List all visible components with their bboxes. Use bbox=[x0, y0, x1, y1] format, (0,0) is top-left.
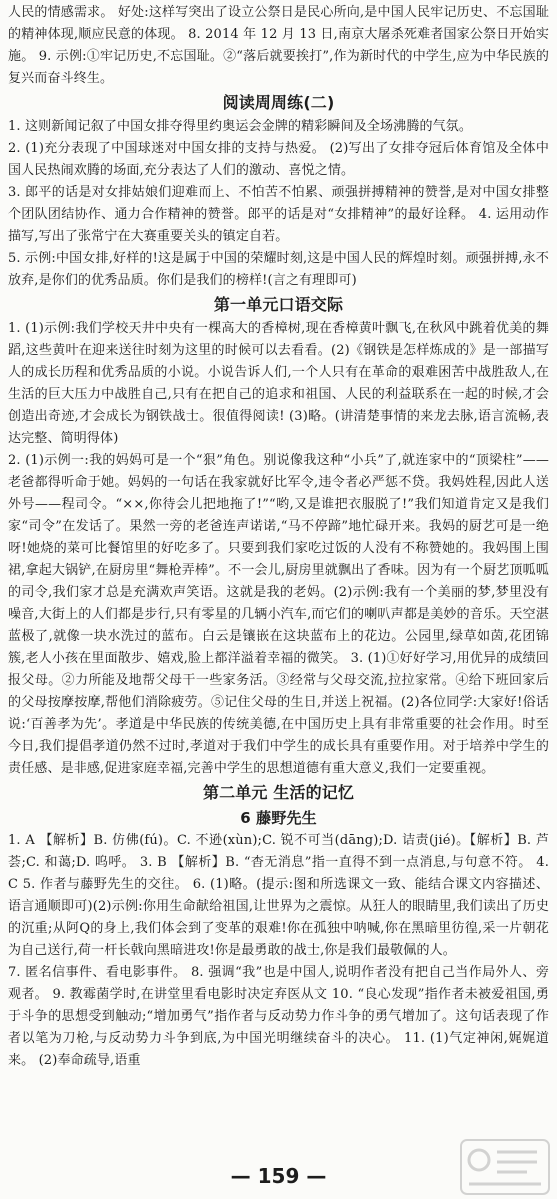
section-heading: 阅读周周练(二) bbox=[222, 93, 335, 112]
section-heading: 第二单元 生活的记忆 bbox=[202, 783, 355, 802]
answer-paragraph: 1. 这则新闻记叙了中国女排夺得里约奥运会金牌的精彩瞬间及全场沸腾的气氛。 bbox=[8, 119, 473, 134]
answer-paragraph: 3. 郎平的话是对女排姑娘们迎难而上、不怕苦不怕累、顽强拼搏精神的赞誉,是对中国女排整个团队团结协作、通力合作精神的赞誉。郎平的话是对“女排精神”的最好诠释。 4. 运用动作描写,写出了张常宁在大赛重要关头的镇定自若。 bbox=[8, 185, 549, 244]
answer-paragraph: 5. 示例:中国女排,好样的!这是属于中国的荣耀时刻,这是中国人民的辉煌时刻。顽强拼搏,永不放弃,是你们的优秀品质。你们是我们的榜样!(言之有理即可) bbox=[8, 251, 549, 288]
answer-paragraph: 人民的情感需求。 好处:这样写突出了设立公祭日是民心所向,是中国人民牢记历史、不忘国耻的精神体现,顺应民意的体现。 8. 2014 年 12 月 13 日,南京大屠杀死难者国家公祭日开始实施。 9. 示例:①牢记历史,不忘国耻。②“落后就要挨打”,作为新时代的中学生,应为中华民族的复兴而奋斗终生。 bbox=[8, 5, 549, 86]
answer-paragraph: 2. (1)充分表现了中国球迷对中国女排的支持与热爱。 (2)写出了女排夺冠后体育馆及全体中国人民热闹欢腾的场面,充分表达了人们的激动、喜悦之情。 bbox=[8, 141, 549, 178]
section-heading: 第一单元口语交际 bbox=[213, 295, 344, 314]
page-number: — 159 — bbox=[230, 1164, 327, 1188]
watermark-logo bbox=[459, 1138, 551, 1196]
answer-paragraph: 2. (1)示例一:我的妈妈可是一个“狠”角色。别说像我这种“小兵”了,就连家中的“顶梁柱”——老爸都得听命于她。妈妈的一句话在我家就好比军令,违令者必严惩不贷。我妈姓程,因此人送外号——程司令。“××,你待会儿把地拖了!”“哟,又是谁把衣服脱了!”我们知道肯定又是我们家“司令”在发话了。果然一旁的老爸连声诺诺,“马不停蹄”地忙碌开来。我妈的厨艺可是一绝呀!她烧的菜可比餐馆里的好吃多了。只要到我们家吃过饭的人没有不称赞她的。我妈围上围裙,拿起大锅铲,在厨房里“舞枪弄棒”。不一会儿,厨房里就飘出了香味。因为有一个厨艺顶呱呱的司令,我们家才总是充满欢声笑语。这就是我的老妈。(2)示例:我有一个美丽的梦,梦里没有噪音,大街上的人们都是步行,只有零星的几辆小汽车,而它们的喇叭声都是美妙的音乐。天空湛蓝极了,就像一块水洗过的蓝布。白云是镶嵌在这块蓝布上的花边。公园里,绿草如茵,花团锦簇,老人小孩在里面散步、嬉戏,脸上都洋溢着幸福的微笑。 3. (1)①好好学习,用优异的成绩回报父母。②力所能及地帮父母干一些家务活。③经常与父母交流,拉拉家常。④给下班回家后的父母按摩按摩,帮他们消除疲劳。⑤记住父母的生日,并送上祝福。(2)各位同学:大家好!俗话说:‘百善孝为先’。孝道是中华民族的传统美德,在中国历史上具有非常重要的社会作用。时至今日,我们提倡孝道仍然不过时,孝道对于我们中学生的成长具有重要作用。对于培养中学生的责任感、是非感,促进家庭幸福,完善中学生的思想道德有重大意义,我们一定要重视。 bbox=[8, 453, 549, 776]
section-heading: 6 藤野先生 bbox=[240, 809, 317, 827]
answer-paragraph: 1. (1)示例:我们学校天井中央有一棵高大的香樟树,现在香樟黄叶飘飞,在秋风中跳着优美的舞蹈,这些黄叶在迎来送往时刻为这里的时候可以去看看。(2)《钢铁是怎样炼成的》是一部描写人的成长历程和优秀品质的小说。小说告诉人们,一个人只有在革命的艰难困苦中战胜敌人,在生活的巨大压力中战胜自己,只有在把自己的追求和祖国、人民的利益联系在一起的时候,才会创造出奇迹,才会成长为钢铁战士。很值得阅读! (3)略。(讲清楚事情的来龙去脉,语言流畅,表达完整、简明得体) bbox=[8, 321, 549, 446]
answer-text-body bbox=[8, 2, 549, 1072]
answer-paragraph: 7. 匿名信事件、看电影事件。 8. 强调“我”也是中国人,说明作者没有把自己当作局外人、旁观者。 9. 教霉菌学时,在讲堂里看电影时决定弃医从文 10. “良心发现”指作者未被爱祖国,勇于斗争的思想受到触动;“增加勇气”指作者与反动势力作斗争的勇气增加了。这句话表现了作者以笔为刀枪,与反动势力斗争到底,为中国光明继续奋斗的决心。 11. (1)气定神闲,娓娓道来。 (2)奉命疏导,语重 bbox=[8, 965, 549, 1068]
answer-paragraph: 1. A 【解析】B. 仿佛(fú)。C. 不逊(xùn);C. 锐不可当(dāng);D. 诘责(jié)。【解析】B. 芦荟;C. 和蔼;D. 呜呼。 3. B 【解析】B. “杳无消息”指一直得不到一点消息,与句意不符。 4. C 5. 作者与藤野先生的交往。 6. (1)略。(提示:图和所选课文一致、能结合课文内容描述、语言通顺即可)(2)示例:你用生命献给祖国,让世界为之震惊。从狂人的眼睛里,我们读出了历史的沉重;从阿Q的身上,我们体会到了变革的艰难!你在孤独中呐喊,你在黑暗里彷徨,采一片朝花为自己送行,荷一杆长戟向黑暗进攻!你是最勇敢的战士,你是我们最敬佩的人。 bbox=[8, 833, 549, 958]
